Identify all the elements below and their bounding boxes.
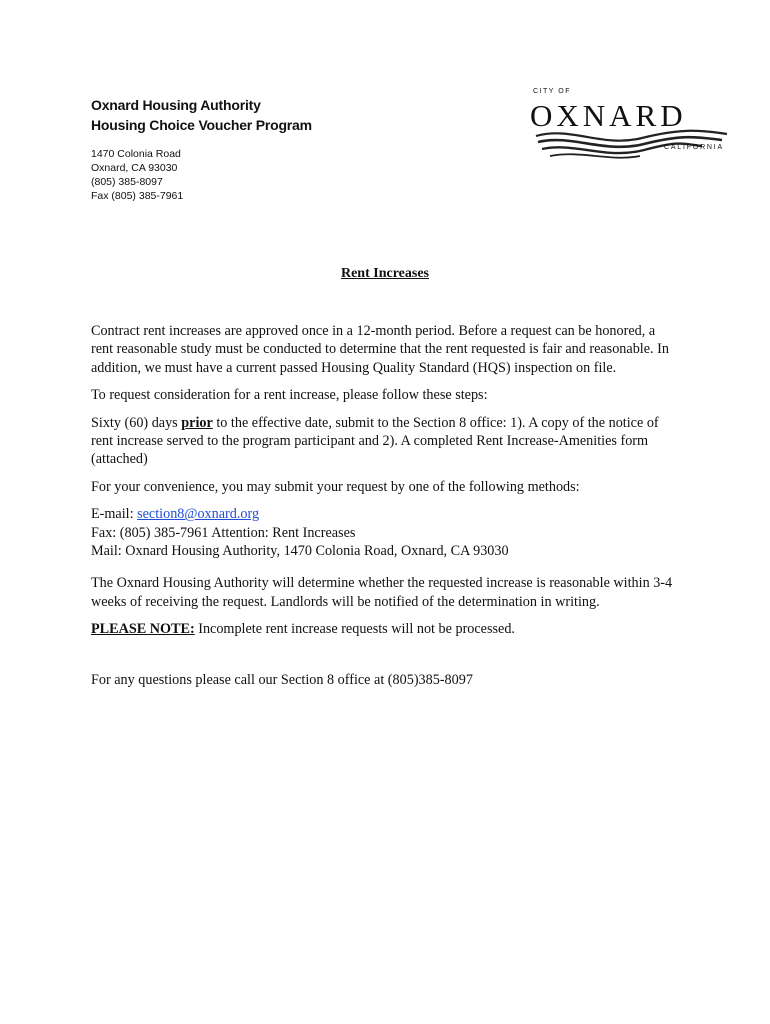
email-label: E-mail: (91, 506, 138, 523)
steps-text-end: to the effective date, submit to the Section 8 office: 1). A copy of the notice of rent increase served to the program participant and 2). A completed Rent Increase-Amenities form (attached) (91, 414, 659, 468)
document-body (91, 322, 676, 698)
paragraph-closing: For any questions please call our Section 8 office at (805)385-8097 (91, 671, 473, 688)
note-label: PLEASE NOTE: (91, 621, 195, 638)
organization-name: Oxnard Housing Authority (91, 97, 261, 113)
phone-number: (805) 385-8097 (91, 176, 163, 188)
document-title: Rent Increases (340, 266, 429, 281)
logo-state-text: CALIFORNIA (663, 144, 724, 151)
logo-wordmark: OXNARD (530, 98, 687, 133)
email-link[interactable]: section8@oxnard.org (137, 506, 260, 523)
paragraph-policy: Contract rent increases are approved once in a 12-month period. Before a request can be honored, a rent reasonable study must be conducted to determine that the rent requested is fair and reasonable. In addition, we must have a current passed Housing Quality Standard (HQS) inspection on file. (91, 323, 669, 376)
program-name: Housing Choice Voucher Program (91, 117, 312, 133)
steps-text-start: Sixty (60) days (91, 414, 182, 431)
paragraph-note (91, 620, 676, 638)
street-address: 1470 Colonia Road (91, 148, 181, 160)
logo-city-of-text: CITY OF (533, 88, 571, 95)
contact-methods (91, 505, 676, 560)
mail-line: Mail: Oxnard Housing Authority, 1470 Colonia Road, Oxnard, CA 93030 (91, 543, 509, 560)
city-of-oxnard-logo (530, 86, 730, 166)
paragraph-steps-intro: To request consideration for a rent increase, please follow these steps: (91, 387, 488, 404)
city-state-zip: Oxnard, CA 93030 (91, 162, 178, 174)
emphasis-prior: prior (181, 414, 213, 431)
letterhead (91, 95, 312, 203)
paragraph-determination: The Oxnard Housing Authority will determine whether the requested increase is reasonable within 3-4 weeks of receiving the request. Landlords will be notified of the determination in writing. (91, 575, 673, 610)
paragraph-submission-steps (91, 414, 676, 469)
note-text: Incomplete rent increase requests will not be processed. (194, 621, 515, 638)
contact-block (91, 147, 312, 203)
paragraph-methods-intro: For your convenience, you may submit your request by one of the following methods: (91, 478, 580, 495)
fax-line: Fax: (805) 385-7961 Attention: Rent Increases (91, 524, 356, 541)
fax-number: Fax (805) 385-7961 (91, 190, 184, 202)
